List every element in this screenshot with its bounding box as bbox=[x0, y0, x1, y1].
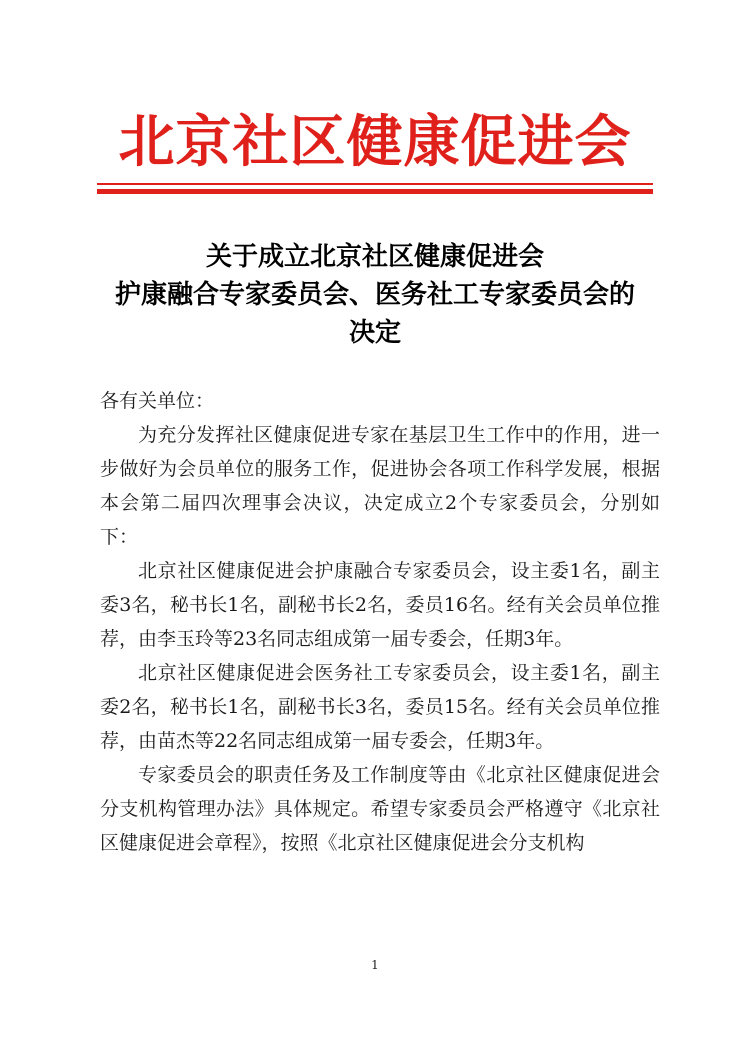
masthead-divider-thick bbox=[97, 189, 653, 194]
paragraph-duties: 专家委员会的职责任务及工作制度等由《北京社区健康促进会分支机构管理办法》具体规定。希望专家委员会严格遵守《北京社区健康促进会章程》，按照《北京社区健康促进会分支机构 bbox=[100, 764, 660, 854]
title-line-3: 决定 bbox=[348, 318, 401, 348]
organization-masthead: 北京社区健康促进会 bbox=[118, 110, 632, 175]
masthead-divider-thin bbox=[97, 183, 653, 185]
page-number: 1 bbox=[371, 958, 379, 972]
document-title bbox=[80, 238, 670, 352]
salutation: 各有关单位： bbox=[100, 390, 215, 412]
title-line-1: 关于成立北京社区健康促进会 bbox=[205, 242, 544, 272]
document-body bbox=[100, 384, 660, 860]
paragraph-social-work-committee: 北京社区健康促进会医务社工专家委员会，设主委1名，副主委2名，秘书长1名，副秘书长3名，委员15名。经有关会员单位推荐，由苗杰等22名同志组成第一届专委会，任期3年。 bbox=[100, 662, 660, 752]
title-line-2: 护康融合专家委员会、医务社工专家委员会的 bbox=[114, 280, 635, 310]
paragraph-intro: 为充分发挥社区健康促进专家在基层卫生工作中的作用，进一步做好为会员单位的服务工作，促进协会各项工作科学发展，根据本会第二届四次理事会决议，决定成立2个专家委员会，分别如下： bbox=[100, 424, 660, 548]
paragraph-nursing-committee: 北京社区健康促进会护康融合专家委员会，设主委1名，副主委3名，秘书长1名，副秘书长2名，委员16名。经有关会员单位推荐，由李玉玲等23名同志组成第一届专委会，任期3年。 bbox=[100, 560, 660, 650]
